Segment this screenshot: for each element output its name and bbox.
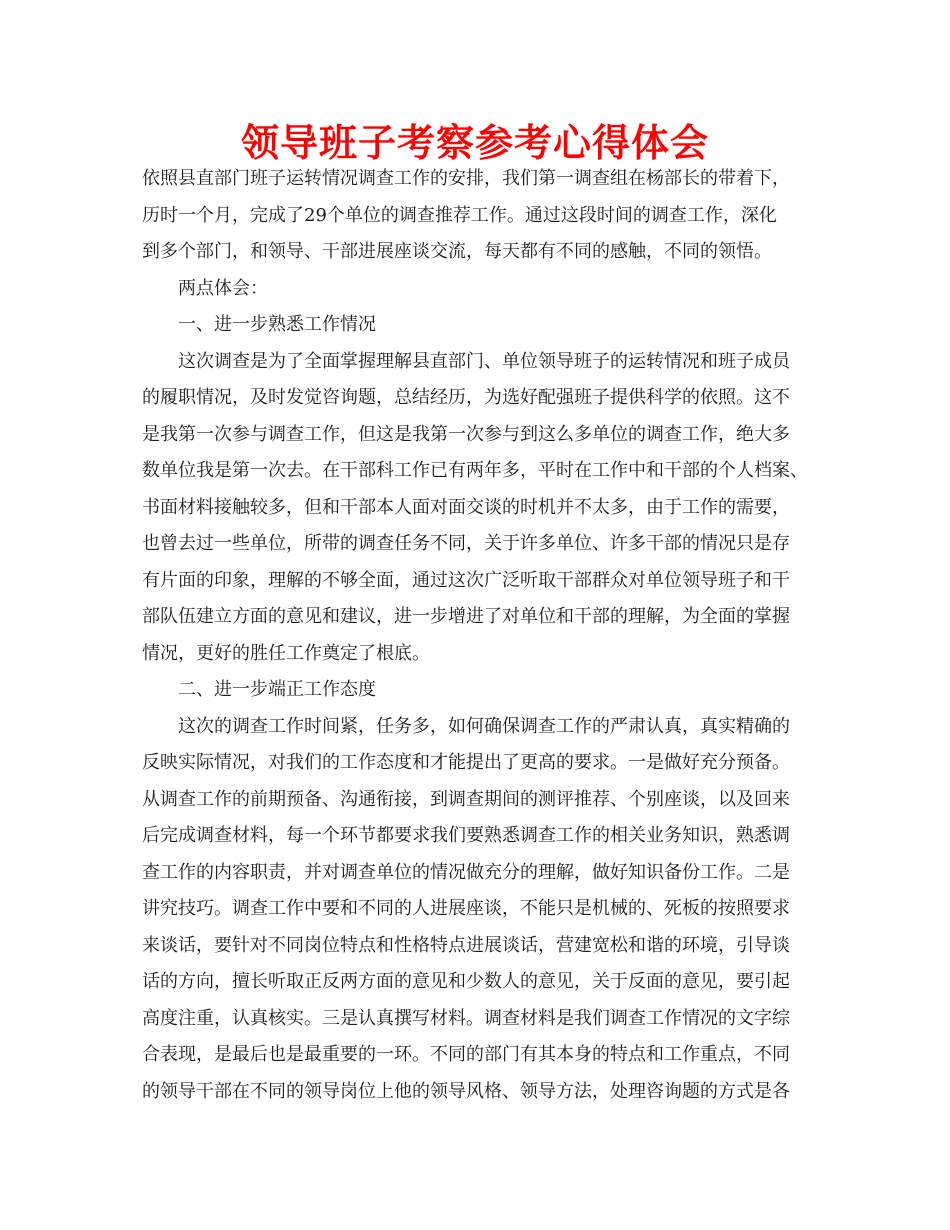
text-line: 到多个部门，和领导、干部进展座谈交流，每天都有不同的感触，不同的领悟。 — [142, 241, 772, 262]
text-line: 的领导干部在不同的领导岗位上他的领导风格、领导方法，处理咨询题的方式是各 — [142, 1080, 790, 1102]
text-line: 合表现，是最后也是最重要的一环。不同的部门有其本身的特点和工作重点，不同 — [142, 1044, 790, 1065]
text-line: 这次的调查工作时间紧，任务多，如何确保调查工作的严肃认真，真实精确的 — [178, 715, 790, 737]
text-line: 高度注重，认真核实。三是认真撰写材料。调查材料是我们调查工作情况的文字综 — [142, 1007, 790, 1029]
text-line: 后完成调查材料，每一个环节都要求我们要熟悉调查工作的相关业务知识，熟悉调 — [142, 825, 790, 846]
text-line: 这次调查是为了全面掌握理解县直部门、单位领导班子的运转情况和班子成员 — [178, 350, 790, 372]
text-line: 两点体会： — [178, 277, 268, 299]
text-line: 从调查工作的前期预备、沟通衔接，到调查期间的测评推荐、个别座谈，以及回来 — [142, 788, 790, 810]
text-line: 讲究技巧。调查工作中要和不同的人进展座谈，不能只是机械的、死板的按照要求 — [142, 898, 790, 919]
text-line: 反映实际情况，对我们的工作态度和才能提出了更高的要求。一是做好充分预备。 — [142, 752, 790, 773]
text-line: 数单位我是第一次去。在干部科工作已有两年多，平时在工作中和干部的个人档案、 — [142, 460, 808, 481]
document-body — [142, 161, 822, 1110]
text-line: 部队伍建立方面的意见和建议，进一步增进了对单位和干部的理解，为全面的掌握 — [142, 606, 790, 627]
text-line: 的履职情况，及时发觉咨询题，总结经历，为选好配强班子提供科学的依照。这不 — [142, 387, 790, 408]
text-line: 书面材料接触较多，但和干部本人面对面交谈的时机并不太多，由于工作的需要， — [142, 496, 790, 518]
text-line: 二、进一步端正工作态度 — [178, 679, 376, 700]
text-line: 有片面的印象，理解的不够全面，通过这次广泛听取干部群众对单位领导班子和干 — [142, 569, 790, 591]
text-line: 也曾去过一些单位，所带的调查任务不同，关于许多单位、许多干部的情况只是存 — [142, 533, 790, 554]
text-line: 是我第一次参与调查工作，但这是我第一次参与到这么多单位的调查工作，绝大多 — [142, 423, 790, 445]
text-line: 情况，更好的胜任工作奠定了根底。 — [142, 642, 430, 664]
text-line: 依照县直部门班子运转情况调查工作的安排，我们第一调查组在杨部长的带着下， — [142, 168, 790, 189]
text-line: 来谈话，要针对不同岗位特点和性格特点进展谈话，营建宽松和谐的环境，引导谈 — [142, 934, 790, 956]
text-line: 历时一个月，完成了29个单位的调查推荐工作。通过这段时间的调查工作，深化 — [142, 204, 777, 226]
text-line: 查工作的内容职责，并对调查单位的情况做充分的理解，做好知识备份工作。二是 — [142, 861, 790, 883]
document-title: 领导班子考察参考心得体会 — [240, 121, 709, 165]
text-line: 一、进一步熟悉工作情况 — [178, 314, 376, 335]
text-line: 话的方向，擅长听取正反两方面的意见和少数人的意见，关于反面的意见，要引起 — [142, 971, 790, 992]
